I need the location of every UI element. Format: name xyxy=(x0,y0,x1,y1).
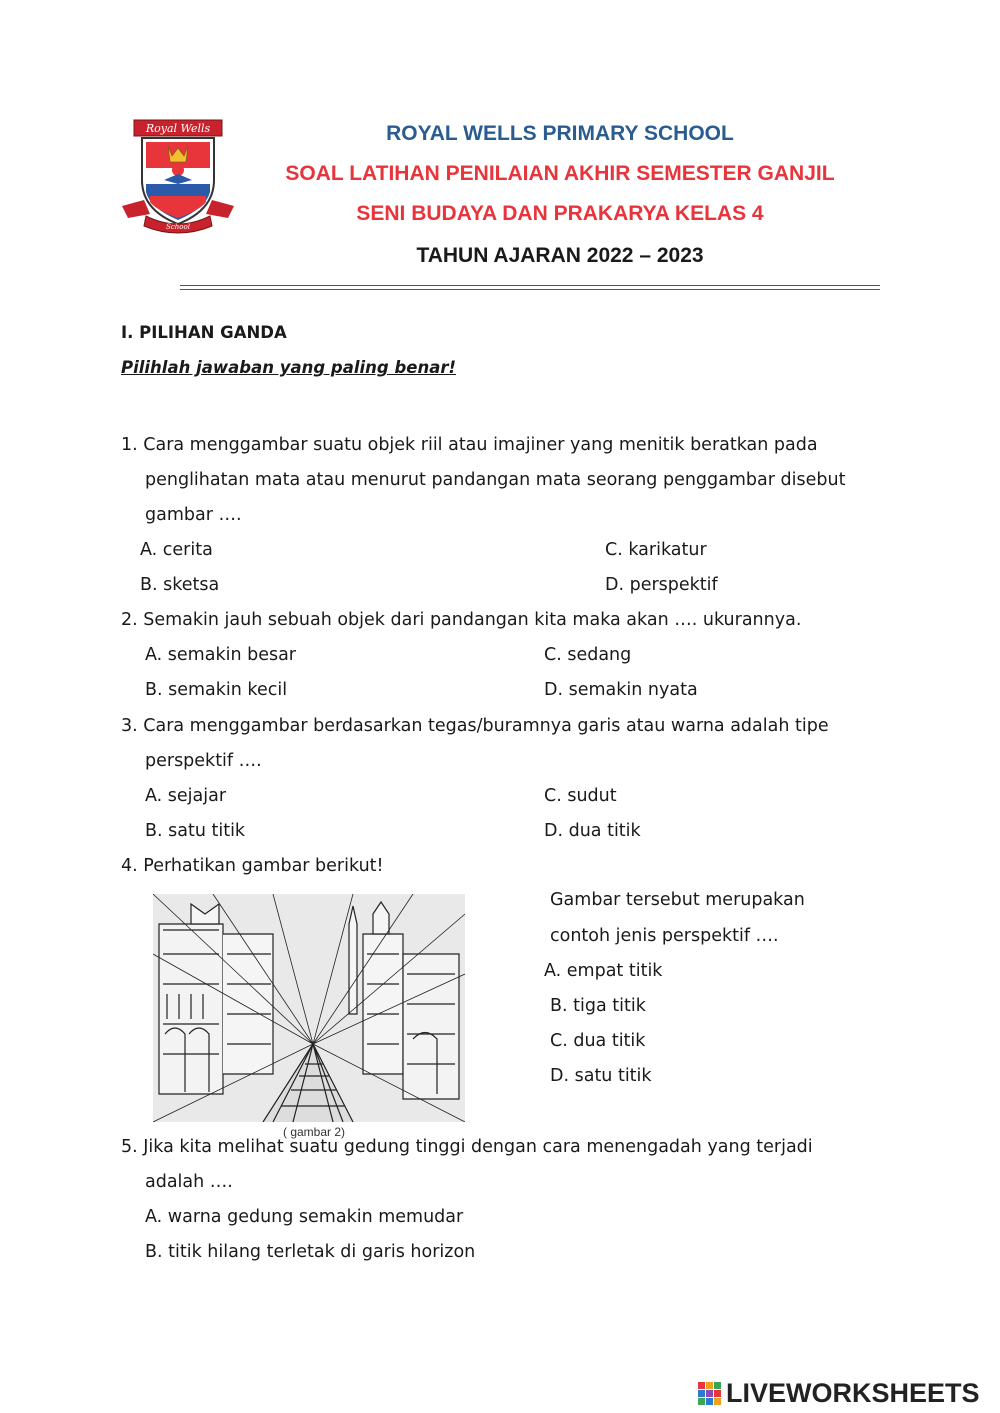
perspective-drawing-image xyxy=(153,894,465,1122)
school-name: ROYAL WELLS PRIMARY SCHOOL xyxy=(386,122,734,145)
question-1-line-1: 1. Cara menggambar suatu objek riil atau imajiner yang menitik beratkan pada xyxy=(121,435,818,455)
question-2-option-d[interactable]: D. semakin nyata xyxy=(544,680,698,700)
question-2-option-b[interactable]: B. semakin kecil xyxy=(145,680,288,700)
question-5-line-1: 5. Jika kita melihat suatu gedung tinggi dengan cara menengadah yang terjadi xyxy=(121,1137,813,1157)
question-3-option-d[interactable]: D. dua titik xyxy=(544,821,641,841)
section-instruction: Pilihlah jawaban yang paling benar! xyxy=(121,358,456,377)
section-title: I. PILIHAN GANDA xyxy=(121,323,287,342)
question-5-option-b[interactable]: B. titik hilang terletak di garis horizon xyxy=(145,1242,476,1262)
svg-text:Royal Wells: Royal Wells xyxy=(145,122,211,135)
question-1-line-2: penglihatan mata atau menurut pandangan mata seorang penggambar disebut xyxy=(145,470,846,490)
question-1-option-d[interactable]: D. perspektif xyxy=(605,575,718,595)
question-4-line-3: contoh jenis perspektif …. xyxy=(550,926,779,946)
question-4-option-d[interactable]: D. satu titik xyxy=(550,1066,652,1086)
question-2-option-c[interactable]: C. sedang xyxy=(544,645,632,665)
question-3-option-a[interactable]: A. sejajar xyxy=(145,786,227,806)
question-1-option-a[interactable]: A. cerita xyxy=(140,540,213,560)
question-3-option-c[interactable]: C. sudut xyxy=(544,786,617,806)
question-4-option-a[interactable]: A. empat titik xyxy=(544,961,663,981)
question-2-line-1: 2. Semakin jauh sebuah objek dari pandangan kita maka akan …. ukurannya. xyxy=(121,610,802,630)
question-4-option-b[interactable]: B. tiga titik xyxy=(550,996,646,1016)
liveworksheets-logo-icon xyxy=(698,1382,722,1406)
question-4-option-c[interactable]: C. dua titik xyxy=(550,1031,646,1051)
question-5-line-2: adalah …. xyxy=(145,1172,233,1192)
question-4-line-2: Gambar tersebut merupakan xyxy=(550,890,805,910)
question-1-option-b[interactable]: B. sketsa xyxy=(140,575,220,595)
liveworksheets-watermark xyxy=(698,1378,980,1409)
svg-text:School: School xyxy=(166,223,190,231)
question-2-option-a[interactable]: A. semakin besar xyxy=(145,645,297,665)
exam-title: SOAL LATIHAN PENILAIAN AKHIR SEMESTER GANJIL xyxy=(285,162,835,185)
question-1-option-c[interactable]: C. karikatur xyxy=(605,540,707,560)
header-rule-bottom xyxy=(180,289,880,290)
question-1-line-3: gambar …. xyxy=(145,505,242,525)
question-3-line-1: 3. Cara menggambar berdasarkan tegas/buramnya garis atau warna adalah tipe xyxy=(121,716,829,736)
question-5-option-a[interactable]: A. warna gedung semakin memudar xyxy=(145,1207,464,1227)
academic-year: TAHUN AJARAN 2022 – 2023 xyxy=(416,244,704,267)
question-3-option-b[interactable]: B. satu titik xyxy=(145,821,246,841)
image-caption: ( gambar 2) xyxy=(283,1125,346,1139)
watermark-text: LIVEWORKSHEETS xyxy=(726,1378,980,1408)
header-rule-top xyxy=(180,285,880,286)
question-3-line-2: perspektif …. xyxy=(145,751,262,771)
school-logo xyxy=(120,118,236,234)
question-4-line-1: 4. Perhatikan gambar berikut! xyxy=(121,856,384,876)
exam-subject: SENI BUDAYA DAN PRAKARYA KELAS 4 xyxy=(356,202,764,225)
